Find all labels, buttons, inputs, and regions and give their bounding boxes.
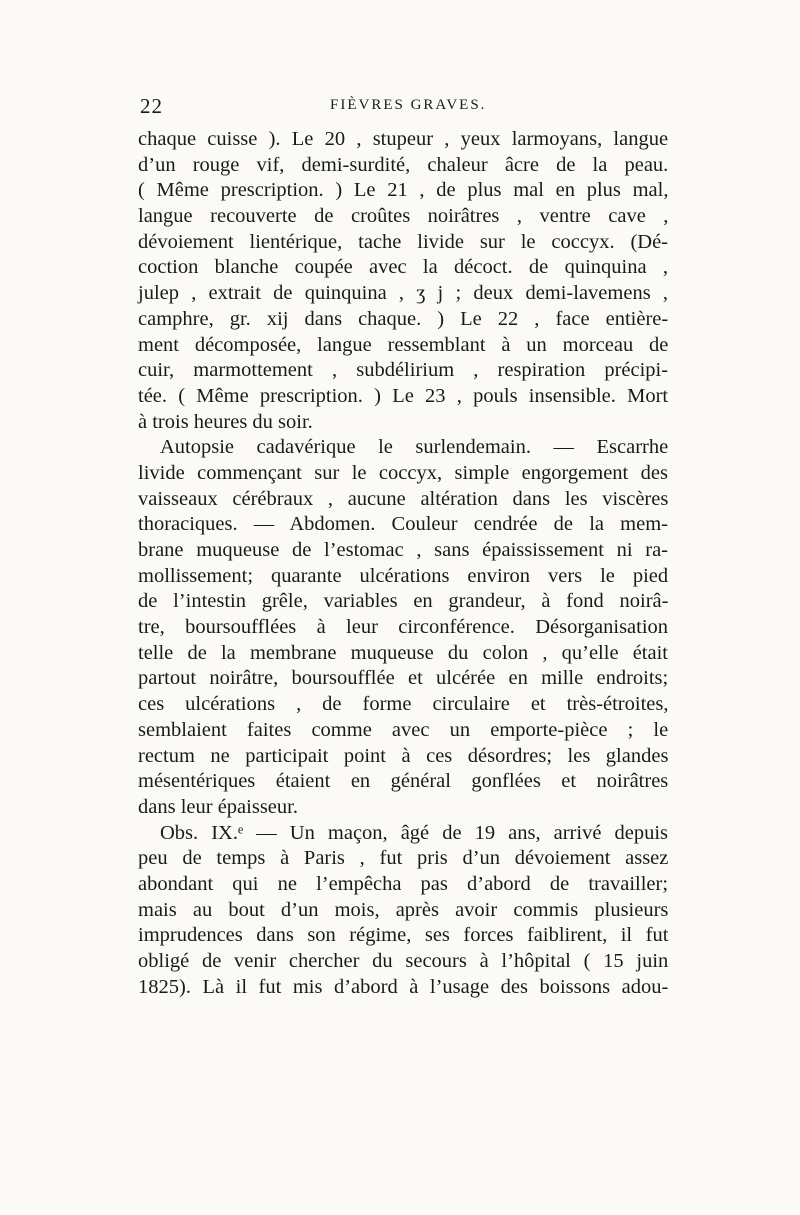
text-line: rectum ne participait point à ces désordres; les glandes [138, 744, 669, 767]
text-line: Autopsie cadavérique le surlendemain. — Escarrhe [160, 436, 669, 459]
text-line: cuir, marmottement , subdélirium , respiration précipi- [138, 359, 669, 382]
text-line: vaisseaux cérébraux , aucune altération dans les viscères [138, 487, 669, 510]
text-line: thoraciques. — Abdomen. Couleur cendrée de la mem- [138, 513, 668, 536]
text-line: ( Même prescription. ) Le 21 , de plus mal en plus mal, [138, 179, 669, 202]
text-line: abondant qui ne l’empêcha pas d’abord de travailler; [138, 872, 669, 895]
text-line: ment décomposée, langue ressemblant à un morceau de [138, 333, 669, 356]
text-line: coction blanche coupée avec la décoct. de quinquina , [138, 256, 668, 279]
text-line: imprudences dans son régime, ses forces faiblirent, il fut [138, 924, 669, 947]
text-line: obligé de venir chercher du secours à l’hôpital ( 15 juin [138, 950, 669, 972]
text-line: livide commençant sur le coccyx, simple engorgement des [138, 461, 668, 484]
text-line: langue recouverte de croûtes noirâtres , ventre cave , [138, 205, 669, 228]
text-line: mais au bout d’un mois, après avoir commis plusieurs [138, 898, 669, 921]
text-line: d’un rouge vif, demi-surdité, chaleur âcre de la peau. [138, 153, 669, 176]
text-line: camphre, gr. xij dans chaque. ) Le 22 , face entière- [138, 307, 669, 330]
body-text [138, 127, 668, 1000]
text-line: 1825). Là il fut mis d’abord à l’usage des boissons adou- [138, 975, 669, 998]
text-line: dévoiement lientérique, tache livide sur le coccyx. (Dé- [138, 230, 668, 253]
text-line: Obs. IX.ᵉ — Un maçon, âgé de 19 ans, arrivé depuis [160, 821, 668, 844]
page-header [140, 94, 668, 124]
text-line: dans leur épaisseur. [138, 795, 298, 818]
text-line: brane muqueuse de l’estomac , sans épaississement ni ra- [138, 539, 668, 561]
text-line: chaque cuisse ). Le 20 , stupeur , yeux larmoyans, langue [138, 128, 669, 150]
text-line: peu de temps à Paris , fut pris d’un dévoiement assez [138, 847, 669, 870]
text-line: semblaient faites comme avec un emporte-pièce ; le [138, 718, 669, 741]
text-line: tée. ( Même prescription. ) Le 23 , pouls insensible. Mort [138, 384, 669, 407]
text-line: mésentériques étaient en général gonflées et noirâtres [138, 770, 669, 793]
text-line: mollissement; quarante ulcérations environ vers le pied [138, 564, 669, 587]
text-line: de l’intestin grêle, variables en grandeur, à fond noirâ- [138, 590, 669, 613]
text-line: partout noirâtre, boursoufflée et ulcérée en mille endroits; [138, 667, 669, 690]
running-title: FIÈVRES GRAVES. [330, 97, 487, 113]
text-line: à trois heures du soir. [138, 410, 313, 433]
text-line: julep , extrait de quinquina , ʒ j ; deux demi-lavemens , [138, 282, 669, 305]
text-line: tre, boursoufflées à leur circonférence. Désorganisation [138, 616, 669, 639]
text-line: ces ulcérations , de forme circulaire et très-étroites, [138, 693, 669, 716]
page-number: 22 [140, 94, 163, 118]
text-line: telle de la membrane muqueuse du colon , qu’elle était [138, 641, 668, 664]
